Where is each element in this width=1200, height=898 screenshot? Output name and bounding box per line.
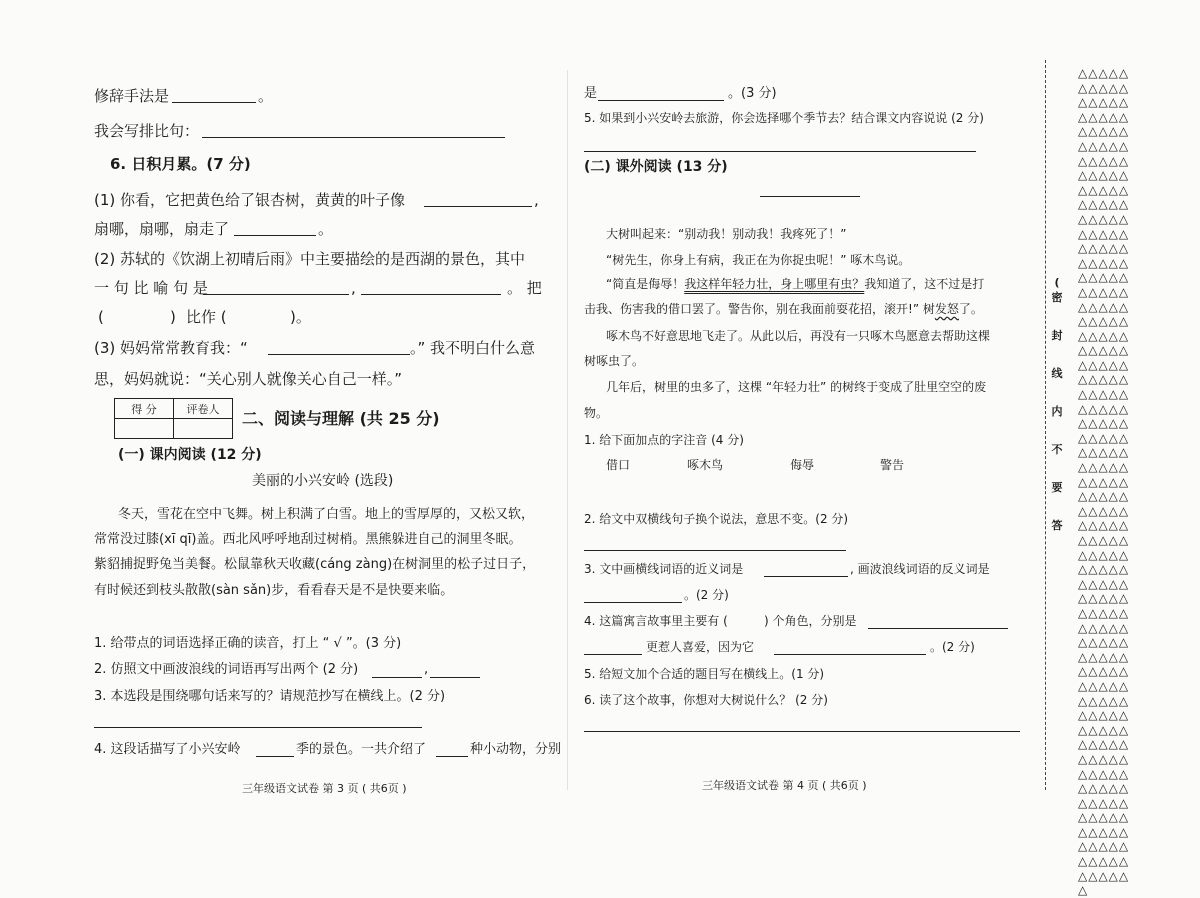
- q4-text-c: 种小动物，分别: [470, 742, 562, 757]
- grader-label: 评卷人: [174, 399, 233, 419]
- r-top-prefix: 是: [584, 86, 598, 101]
- q6-2-answer-line-2[interactable]: [361, 294, 501, 295]
- r-word-3: 侮辱: [790, 458, 815, 472]
- seal-dashed-line: [1045, 60, 1046, 790]
- q2-answer-line-2[interactable]: [430, 677, 480, 678]
- q6-1-answer-line[interactable]: [424, 206, 532, 207]
- story-p3: [606, 278, 984, 290]
- q6-3-suffix: 。” 我不明白什么意: [410, 339, 536, 357]
- r-q3-synonym-line[interactable]: [764, 576, 848, 577]
- q6-1-answer-line-2[interactable]: [234, 235, 316, 236]
- story-p3-b: 我知道了，这不过是打: [864, 277, 985, 291]
- q4-text-b: 季的景色。一共介绍了: [296, 742, 427, 757]
- story-p4-b: 了。: [958, 302, 983, 316]
- q1-text: 1. 给带点的词语选择正确的读音，打上 “ √ ”。(3 分): [94, 636, 402, 651]
- r-q4-text-d: 。(2 分): [930, 640, 975, 654]
- q6-2-line1: (2) 苏轼的《饮湖上初晴后雨》中主要描绘的是西湖的景色，其中: [94, 250, 526, 268]
- inclass-reading-title: (一) 课内阅读 (12 分): [118, 447, 262, 463]
- story-p3-a: “简直是侮辱！: [606, 277, 685, 291]
- q6-1-text: (1) 你看，它把黄色给了银杏树，黄黄的叶子像: [94, 191, 406, 209]
- seal-char: 要: [1051, 481, 1063, 494]
- seal-notice: [1050, 276, 1064, 533]
- story-p1: 大树叫起来：“别动我！别动我！我疼死了！”: [606, 227, 847, 241]
- story-p2: “树先生，你身上有病，我正在为你捉虫呢！” 啄木鸟说。: [606, 253, 911, 267]
- q2-text: 2. 仿照文中画波浪线的词语再写出两个 (2 分): [94, 662, 359, 677]
- q3-text: 3. 本选段是围绕哪句话来写的？请规范抄写在横线上。(2 分): [94, 689, 446, 704]
- q6-2-end: 。 把: [507, 279, 542, 297]
- r-q6-text: 6. 读了这个故事，你想对大树说什么？ (2 分): [584, 693, 828, 707]
- seal-char: 答: [1051, 519, 1063, 532]
- story-p4-wavy: 发怒: [934, 302, 959, 316]
- q4-season-line[interactable]: [256, 756, 294, 757]
- r-q5-answer-line[interactable]: [584, 151, 976, 152]
- q2-answer-line-1[interactable]: [372, 677, 422, 678]
- score-box: [114, 398, 233, 439]
- q2-comma: ,: [424, 662, 429, 677]
- seal-char: 密: [1051, 291, 1063, 304]
- right-page-footer: 三年级语文试卷 第 4 页 ( 共6页 ): [702, 779, 867, 792]
- seal-char: 线: [1051, 367, 1063, 380]
- r-q4-text-b: ) 个角色，分别是: [764, 614, 857, 628]
- q6-3-line2: 思，妈妈就说：“关心别人就像关心自己一样。”: [94, 370, 403, 388]
- q6-1-comma: ,: [534, 191, 539, 209]
- r-q3-text-c: 。(2 分): [684, 588, 729, 602]
- extra-reading-title: (二) 课外阅读 (13 分): [584, 159, 728, 175]
- seal-char: 封: [1051, 329, 1063, 342]
- story-p7: 几年后，树里的虫多了，这棵 “年轻力壮” 的树终于变成了肚里空空的废: [606, 380, 987, 394]
- parallel-label: 我会写排比句：: [94, 122, 200, 140]
- story-p4-a: 击我、伤害我的借口罢了。警告你，别在我面前耍花招，滚开!” 树: [584, 302, 935, 316]
- rhetoric-label: 修辞手法是: [94, 87, 170, 105]
- rhetoric-answer-line[interactable]: [172, 102, 256, 103]
- r-q4-reason-line[interactable]: [774, 654, 926, 655]
- r-q2-text: 2. 给文中双横线句子换个说法，意思不变。(2 分): [584, 512, 849, 526]
- left-page-footer: 三年级语文试卷 第 3 页 ( 共6页 ): [242, 782, 407, 795]
- triangle-border-pattern: △△△△△△△△△△△△△△△△△△△△△△△△△△△△△△△△△△△△△△△△△△△△△△△△△△△△△△△△△△△△△△△△△△△△△△△△△△△△△△△△△△△△△△△△△△△△△△△△△△△△△△△△△△△△△△△△△△△△△△△△△△△△△△△△△△△△△△△△△△△△△△△△△△△△△△△△△△△△△△△△△△△△△△△△△△△△△△△△△△△△△△△△△△△△△△△△△△△△△△△△△△△△△△△△△△△△△△△△△△△△△△△△△△△△△△△△△△△△△△△△△△△△△△△△△△△△△△△△△△△△△△△△△△△△△△△△△△△△△△△△△: [1078, 66, 1130, 898]
- story-p6: 树啄虫了。: [584, 354, 645, 368]
- rhetoric-end: 。: [258, 87, 274, 105]
- r-word-4: 警告: [880, 458, 905, 472]
- r-q3-antonym-line[interactable]: [584, 602, 682, 603]
- r-q3-text-b: , 画波浪线词语的反义词是: [850, 562, 990, 576]
- q6-2-biizuo: 比作 (: [186, 308, 227, 326]
- passage-line-3: 紫貂捕捉野兔当美餐。松鼠靠秋天收藏(cáng zàng)在树洞里的松子过日子，: [94, 557, 536, 572]
- r-top-answer-line[interactable]: [598, 100, 724, 101]
- story-title-line[interactable]: [760, 196, 860, 197]
- q6-2-answer-line-1[interactable]: [203, 294, 349, 295]
- passage-line-1: 冬天，雪花在空中飞舞。树上积满了白雪。地上的雪厚厚的，又松又软，: [118, 507, 535, 522]
- r-q4-text-a: 4. 这篇寓言故事里主要有 (: [584, 614, 728, 628]
- r-q5b-text: 5. 给短文加个合适的题目写在横线上。(1 分): [584, 667, 825, 681]
- r-q1-text: 1. 给下面加点的字注音 (4 分): [584, 433, 744, 447]
- seal-char: (: [1054, 276, 1060, 289]
- section2-title: 二、阅读与理解 (共 25 分): [242, 409, 440, 428]
- q6-2-paren1-close: ): [170, 308, 176, 326]
- q3-answer-line[interactable]: [94, 727, 422, 728]
- r-q3-text-a: 3. 文中画横线词语的近义词是: [584, 562, 744, 576]
- score-label: 得 分: [115, 399, 174, 419]
- q4-text-a: 4. 这段话描写了小兴安岭: [94, 742, 241, 757]
- r-q4-who-line[interactable]: [584, 654, 642, 655]
- r-q4-roles-line[interactable]: [868, 628, 1008, 629]
- passage-title: 美丽的小兴安岭 (选段): [252, 473, 394, 489]
- r-q2-answer-line[interactable]: [584, 550, 846, 551]
- q6-2-line2: 一 句 比 喻 句 是: [94, 279, 208, 297]
- q4-count-line[interactable]: [436, 756, 468, 757]
- r-q5-text: 5. 如果到小兴安岭去旅游，你会选择哪个季节去？结合课文内容说说 (2 分): [584, 111, 984, 125]
- r-q4-text-c: 更惹人喜爱，因为它: [646, 640, 755, 654]
- r-q6-answer-line[interactable]: [584, 731, 1020, 732]
- seal-char: 内: [1051, 405, 1063, 418]
- parallel-answer-line[interactable]: [202, 137, 505, 138]
- passage-line-2: 常常没过膝(xī qī)盖。西北风呼呼地刮过树梢。黑熊躲进自己的洞里冬眠。: [94, 532, 522, 547]
- seal-char: 不: [1051, 443, 1063, 456]
- r-top-suffix: 。(3 分): [728, 86, 777, 101]
- q6-2-comma: ,: [351, 279, 356, 297]
- story-p5: 啄木鸟不好意思地飞走了。从此以后，再没有一只啄木鸟愿意去帮助这棵: [606, 329, 991, 343]
- q6-1-end: 。: [318, 220, 334, 238]
- story-p8: 物。: [584, 406, 609, 420]
- q6-1-cont: 扇哪，扇哪，扇走了: [94, 220, 230, 238]
- page-divider: [567, 70, 568, 790]
- r-word-1: 借口: [606, 458, 631, 472]
- q6-title: 6. 日积月累。(7 分): [110, 155, 251, 173]
- q6-3-answer-line[interactable]: [268, 354, 410, 355]
- passage-line-4: 有时候还到枝头散散(sàn sǎn)步，看看春天是不是快要来临。: [94, 583, 454, 598]
- q6-2-paren2-close: )。: [290, 308, 311, 326]
- grader-cell[interactable]: [174, 419, 233, 439]
- r-word-2: 啄木鸟: [687, 458, 724, 472]
- q6-2-paren1-open: (: [98, 308, 104, 326]
- story-p4: [584, 303, 983, 315]
- story-p3-double-underline: 我这样年轻力壮，身上哪里有虫？: [684, 277, 865, 291]
- q6-3-text: (3) 妈妈常常教育我：“: [94, 339, 248, 357]
- score-cell[interactable]: [115, 419, 174, 439]
